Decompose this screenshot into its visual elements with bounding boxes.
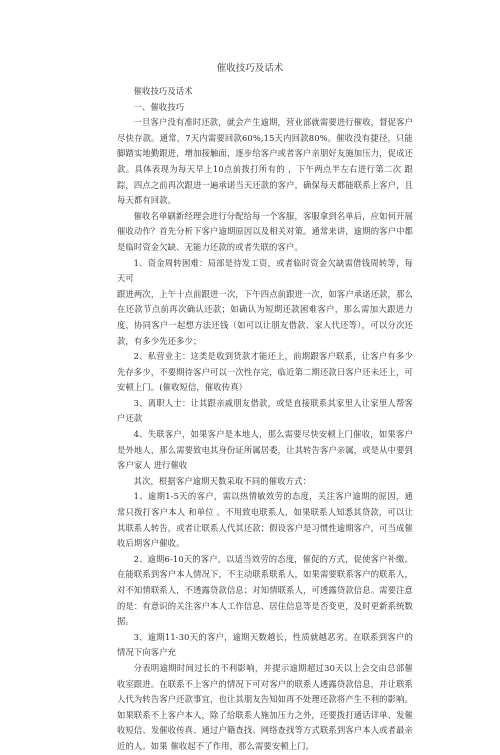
document-body — [117, 84, 413, 755]
document-title: 催收技巧及话术 — [216, 63, 284, 74]
body-paragraph: 一旦客户没有准时还款，就会产生逾期，营业部就需要进行催收，督促客户尽快存款。通常，7天内需要回款60%,15天内回款80%。催收没有捷径，只能脚踏实地勤跟进，增加接触面，逐步给客户或者客户亲朋好友施加压力，促成还款。具体表现为每天早上10点前拨打所有的 ，下午两点半左右进行第二次 跟踪，四点之前再次跟进一遍承诺当天还款的客户，确保每天都能联系上客户，且每天都有回款。 — [117, 117, 413, 206]
section-heading: 一、催收技巧 — [133, 101, 185, 112]
body-paragraph: 其次，根据客户逾期天数采取不同的催收方式： — [133, 475, 311, 486]
body-paragraph: 跟进两次，上午十点前跟进一次，下午四点前跟进一次，如客户承诺还款，那么在还款节点前再次确认还款；如确认为短期还款困难客户，那么需加大跟进力度，协同客户一起想方法还钱（如可以让朋友借款、家人代还等），可以分次还款，有多少先还多少； — [117, 288, 413, 346]
body-paragraph: 分表明逾期时间过长的不利影响，并提示逾期超过30天以上会交由总部催收室跟进。在联系不上客户的情况下可对客户的联系人透露贷款信息，并让联系人代为转告客户还款事宜，也让其朋友告知如再不处理还款将产生不利的影响。如果联系不上客户本人，除了给联系人施加压力之外，还要拨打通话详单、发催收短信、发催收传真、通过户籍查找、网络查找等方式联系到客户本人或者最亲近的人。如果 催收起不了作用，那么需要安顿上门。 — [117, 662, 413, 751]
body-paragraph: 4、失联客户，如果客户是本地人，那么需要尽快安顿上门催收，如果客户是外地人，那么需要致电其身份证所属居委，让其转告客户亲属，或是从中要到客户家人 进行催收 — [117, 429, 413, 471]
document-heading: 催收技巧及话术 — [133, 86, 193, 96]
body-paragraph: 2、私营业主：这类是收到货款才能还上，前期跟客户联系，让客户有多少先存多少，不要期待客户可以一次性存完，临近第二期还款日客户还未还上，可安顿上门。(催收短信，催收传真） — [117, 351, 413, 393]
body-paragraph: 1、逾期1-5天的客户，需以热情敏效劳的态度，关注客户逾期的原因，通常只拨打客户本人 和单位 。不用致电联系人，如果联系人知悉其贷款，可以让其联系人转告，或者让联系人代其还款；假设客户是习惯性逾期客户，可当成催收后期客户催收。 — [117, 491, 413, 549]
body-paragraph: 2、逾期6-10天的客户，以适当效劳的态度，催促的方式，促使客户补缴。在能联系到客户本人情况下，不主动联系联系人，如果需要联系客户的联系人，对不知情联系人，不透露贷款信息；对知情联系人，可透露贷款信息。需要注意的是：有意识的关注客户本人工作信息、居住信息等是否变更，及时更新系统数据。 — [117, 553, 413, 627]
body-paragraph: 3、逾期11-30天的客户，逾期天数越长，性质就越恶劣。在联系到客户的情况下向客户充 — [117, 631, 413, 658]
body-paragraph: 3、离职人士：让其跟亲戚朋友借款，或是直接联系其家里人让家里人帮客户还款 — [117, 397, 413, 424]
body-paragraph: 1、资金周转困难：局部是待发工资，或者临时资金欠缺需借钱周转等，每天可 — [117, 257, 413, 284]
body-paragraph: 催收名单刷新经理会进行分配给每一个客服，客服拿到名单后，应如何开展催收动作？首先分析下客户逾期原因以及相关对策。通常来讲，逾期的客户中都是临时资金欠缺、无能力还款的或者失联的客户。 — [117, 210, 413, 252]
